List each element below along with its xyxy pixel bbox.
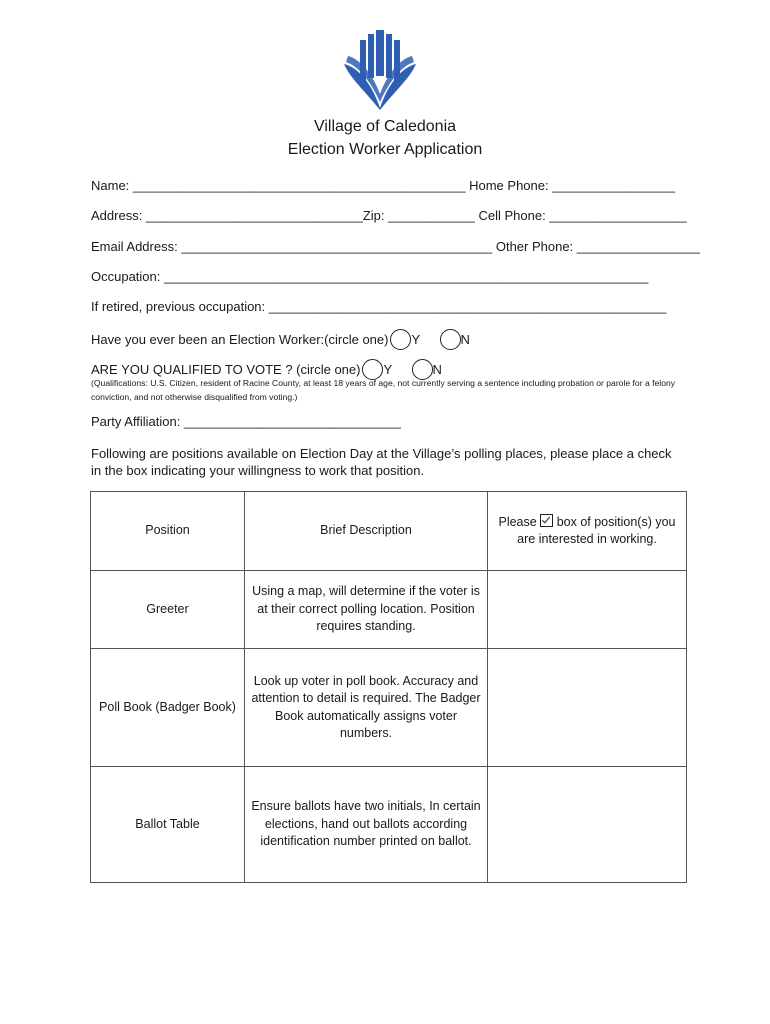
cell-phone-label: Cell Phone: ___________________ — [478, 208, 687, 223]
qualifications-note: (Qualifications: U.S. Citizen, resident of Racine County, at least 18 years of age, not currently serving a sentence including probation or parole for a felony conviction, and not otherwise disqualified from voting.) — [91, 378, 676, 402]
other-phone-label: Other Phone: _________________ — [495, 239, 700, 254]
positions-table — [90, 491, 687, 883]
retired-occupation-field[interactable]: If retired, previous occupation: _______________________________________________________ — [91, 299, 667, 314]
worker-no-label: N — [460, 332, 470, 347]
occupation-field[interactable]: Occupation: ___________________________________________________________________ — [91, 269, 649, 284]
position-description: Using a map, will determine if the voter is at their correct polling location. Position requires standing. — [245, 571, 488, 649]
name-label: Name: ______________________________________________ — [91, 178, 466, 193]
position-name: Ballot Table — [91, 767, 245, 883]
home-phone-label: Home Phone: _________________ — [469, 178, 676, 193]
email-row[interactable] — [91, 239, 700, 254]
table-row — [91, 767, 687, 883]
positions-intro: Following are positions available on Election Day at the Village’s polling places, please place a check in the box indicating your willingness to work that position. — [91, 446, 672, 478]
position-description: Look up voter in poll book. Accuracy and attention to detail is required. The Badger Book automatically assigns voter numbers. — [245, 649, 488, 767]
header-description: Brief Description — [245, 492, 488, 571]
address-row[interactable] — [91, 208, 687, 223]
header-check-post: box of position(s) you are interested in working. — [517, 514, 676, 546]
header-position: Position — [91, 492, 245, 571]
position-checkbox-cell[interactable] — [488, 571, 687, 649]
header-check-pre: Please — [498, 514, 537, 529]
party-affiliation-field[interactable]: Party Affiliation: ______________________________ — [91, 414, 401, 429]
worker-yes-label: Y — [411, 332, 420, 347]
name-field[interactable] — [91, 178, 675, 193]
qualified-yes-label: Y — [383, 362, 392, 377]
checkbox-icon — [540, 514, 553, 527]
qualified-no-label: N — [432, 362, 442, 377]
address-label: Address: ______________________________ — [91, 208, 363, 223]
qualified-question-label: ARE YOU QUALIFIED TO VOTE ? (circle one) — [91, 362, 361, 377]
worker-question-label: Have you ever been an Election Worker:(circle one) — [91, 332, 389, 347]
org-name: Village of Caledonia — [313, 118, 457, 135]
worker-question — [91, 329, 470, 350]
header-check — [488, 492, 687, 571]
form-title: Election Worker Application — [287, 141, 483, 158]
position-description: Ensure ballots have two initials, In certain elections, hand out ballots according identification number printed on ballot. — [245, 767, 488, 883]
position-name: Greeter — [91, 571, 245, 649]
village-logo — [340, 28, 420, 112]
zip-label: Zip: ____________ — [362, 208, 475, 223]
position-name: Poll Book (Badger Book) — [91, 649, 245, 767]
table-row — [91, 649, 687, 767]
table-header-row — [91, 492, 687, 571]
position-checkbox-cell[interactable] — [488, 649, 687, 767]
table-row — [91, 571, 687, 649]
worker-yes-circle[interactable] — [390, 329, 411, 350]
worker-no-circle[interactable] — [440, 329, 461, 350]
position-checkbox-cell[interactable] — [488, 767, 687, 883]
email-label: Email Address: ___________________________________________ — [91, 239, 493, 254]
